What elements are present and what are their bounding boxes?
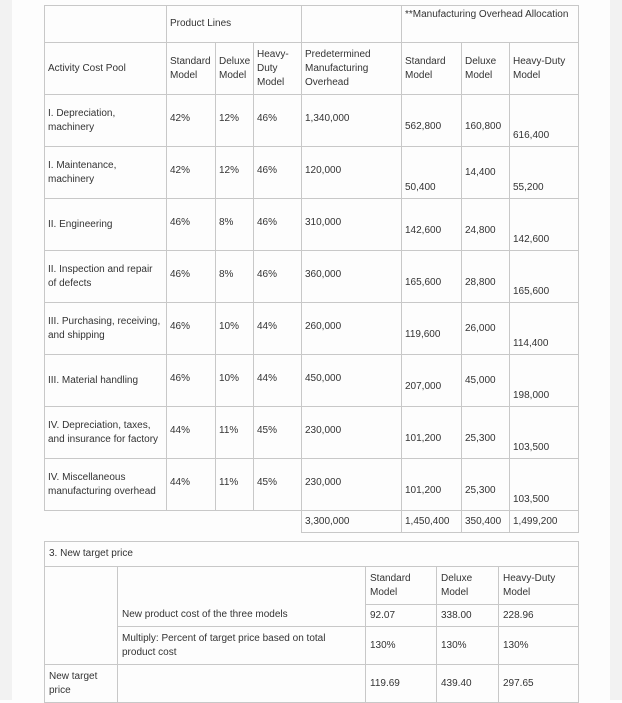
target-price-title: 3. New target price bbox=[45, 542, 579, 567]
cost-deluxe: 338.00 bbox=[437, 605, 499, 627]
alloc-deluxe-header: Deluxe Model bbox=[462, 43, 510, 95]
table-row bbox=[45, 665, 579, 703]
standard-model-header: Standard Model bbox=[366, 567, 437, 605]
target-deluxe: 439.40 bbox=[437, 665, 499, 703]
predetermined-overhead-header: Predetermined Manufacturing Overhead bbox=[302, 43, 402, 95]
mfg-overhead-allocation-header: **Manufacturing Overhead Allocation bbox=[402, 6, 579, 43]
pct-deluxe: 10% bbox=[216, 355, 254, 407]
alloc-standard: 101,200 bbox=[402, 459, 462, 511]
pct-deluxe: 12% bbox=[216, 95, 254, 147]
pct-deluxe: 130% bbox=[437, 627, 499, 665]
blank-cell bbox=[254, 511, 302, 533]
cost-heavy-duty: 228.96 bbox=[499, 605, 579, 627]
blank-cell bbox=[167, 511, 216, 533]
pct-heavy-duty: 44% bbox=[254, 355, 302, 407]
table-row bbox=[45, 459, 579, 511]
predetermined-overhead: 310,000 bbox=[302, 199, 402, 251]
pct-standard: 42% bbox=[167, 147, 216, 199]
pct-standard: 46% bbox=[167, 251, 216, 303]
target-price-header-row bbox=[45, 567, 579, 605]
pct-standard: 42% bbox=[167, 95, 216, 147]
row-label: Multiply: Percent of target price based on total product cost bbox=[118, 627, 366, 665]
pct-standard: 130% bbox=[366, 627, 437, 665]
totals-row bbox=[45, 511, 579, 533]
page-margin-right bbox=[610, 0, 622, 700]
predetermined-overhead: 260,000 bbox=[302, 303, 402, 355]
pct-standard: 46% bbox=[167, 355, 216, 407]
pct-standard: 46% bbox=[167, 303, 216, 355]
table-row bbox=[45, 605, 579, 627]
alloc-standard: 165,600 bbox=[402, 251, 462, 303]
pct-deluxe: 11% bbox=[216, 407, 254, 459]
pct-heavy-duty: 130% bbox=[499, 627, 579, 665]
alloc-standard: 207,000 bbox=[402, 355, 462, 407]
alloc-deluxe: 45,000 bbox=[462, 355, 510, 407]
activity-pool: II. Inspection and repair of defects bbox=[45, 251, 167, 303]
activity-pool: II. Engineering bbox=[45, 199, 167, 251]
alloc-standard: 50,400 bbox=[402, 147, 462, 199]
predetermined-overhead: 360,000 bbox=[302, 251, 402, 303]
alloc-heavy-duty: 114,400 bbox=[510, 303, 579, 355]
pct-heavy-duty: 44% bbox=[254, 303, 302, 355]
alloc-deluxe: 25,300 bbox=[462, 459, 510, 511]
deluxe-model-header: Deluxe Model bbox=[216, 43, 254, 95]
predetermined-overhead: 450,000 bbox=[302, 355, 402, 407]
table-row bbox=[45, 303, 579, 355]
overhead-allocation-table bbox=[44, 5, 579, 533]
table-row bbox=[45, 355, 579, 407]
alloc-heavy-duty: 198,000 bbox=[510, 355, 579, 407]
blank-cell bbox=[45, 567, 118, 605]
alloc-deluxe: 25,300 bbox=[462, 407, 510, 459]
pct-standard: 46% bbox=[167, 199, 216, 251]
pct-heavy-duty: 46% bbox=[254, 147, 302, 199]
alloc-deluxe: 14,400 bbox=[462, 147, 510, 199]
alloc-deluxe: 160,800 bbox=[462, 95, 510, 147]
cost-standard: 92.07 bbox=[366, 605, 437, 627]
total-alloc-standard: 1,450,400 bbox=[402, 511, 462, 533]
empty-header-cell bbox=[302, 6, 402, 43]
activity-pool: I. Maintenance, machinery bbox=[45, 147, 167, 199]
pct-heavy-duty: 46% bbox=[254, 251, 302, 303]
alloc-standard: 142,600 bbox=[402, 199, 462, 251]
alloc-standard: 119,600 bbox=[402, 303, 462, 355]
total-alloc-heavy-duty: 1,499,200 bbox=[510, 511, 579, 533]
predetermined-overhead: 1,340,000 bbox=[302, 95, 402, 147]
predetermined-overhead: 120,000 bbox=[302, 147, 402, 199]
alloc-deluxe: 24,800 bbox=[462, 199, 510, 251]
blank-cell bbox=[216, 511, 254, 533]
alloc-heavy-duty: 55,200 bbox=[510, 147, 579, 199]
activity-pool: III. Material handling bbox=[45, 355, 167, 407]
total-alloc-deluxe: 350,400 bbox=[462, 511, 510, 533]
pct-deluxe: 12% bbox=[216, 147, 254, 199]
alloc-heavy-duty: 103,500 bbox=[510, 407, 579, 459]
alloc-standard: 562,800 bbox=[402, 95, 462, 147]
blank-cell bbox=[45, 605, 118, 627]
pct-standard: 44% bbox=[167, 459, 216, 511]
blank-cell bbox=[45, 627, 118, 665]
activity-pool: III. Purchasing, receiving, and shipping bbox=[45, 303, 167, 355]
pct-deluxe: 10% bbox=[216, 303, 254, 355]
total-predetermined-overhead: 3,300,000 bbox=[302, 511, 402, 533]
pct-deluxe: 11% bbox=[216, 459, 254, 511]
deluxe-model-header: Deluxe Model bbox=[437, 567, 499, 605]
row-label: New product cost of the three models bbox=[118, 605, 366, 627]
new-target-price-table bbox=[44, 541, 579, 703]
alloc-deluxe: 26,000 bbox=[462, 303, 510, 355]
alloc-heavy-duty: 142,600 bbox=[510, 199, 579, 251]
alloc-heavy-duty: 616,400 bbox=[510, 95, 579, 147]
table-row bbox=[45, 251, 579, 303]
blank-cell bbox=[118, 665, 366, 703]
product-lines-header: Product Lines bbox=[167, 6, 302, 43]
pct-heavy-duty: 45% bbox=[254, 459, 302, 511]
target-heavy-duty: 297.65 bbox=[499, 665, 579, 703]
table-row bbox=[45, 627, 579, 665]
pct-standard: 44% bbox=[167, 407, 216, 459]
predetermined-overhead: 230,000 bbox=[302, 459, 402, 511]
activity-cost-pool-header: Activity Cost Pool bbox=[45, 43, 167, 95]
alloc-deluxe: 28,800 bbox=[462, 251, 510, 303]
activity-pool: IV. Miscellaneous manufacturing overhead bbox=[45, 459, 167, 511]
table-row bbox=[45, 95, 579, 147]
predetermined-overhead: 230,000 bbox=[302, 407, 402, 459]
alloc-heavy-duty: 165,600 bbox=[510, 251, 579, 303]
pct-heavy-duty: 45% bbox=[254, 407, 302, 459]
table-row bbox=[45, 407, 579, 459]
alloc-standard: 101,200 bbox=[402, 407, 462, 459]
pct-heavy-duty: 46% bbox=[254, 95, 302, 147]
alloc-heavy-duty-header: Heavy-Duty Model bbox=[510, 43, 579, 95]
pct-heavy-duty: 46% bbox=[254, 199, 302, 251]
alloc-standard-header: Standard Model bbox=[402, 43, 462, 95]
pct-deluxe: 8% bbox=[216, 251, 254, 303]
blank-cell bbox=[45, 511, 167, 533]
activity-pool: I. Depreciation, machinery bbox=[45, 95, 167, 147]
target-price-title-row bbox=[45, 542, 579, 567]
corner-cell bbox=[45, 6, 167, 43]
alloc-heavy-duty: 103,500 bbox=[510, 459, 579, 511]
table-row bbox=[45, 147, 579, 199]
page-margin-left bbox=[0, 0, 12, 700]
pct-deluxe: 8% bbox=[216, 199, 254, 251]
activity-pool: IV. Depreciation, taxes, and insurance for factory bbox=[45, 407, 167, 459]
target-standard: 119.69 bbox=[366, 665, 437, 703]
heavy-duty-model-header: Heavy-Duty Model bbox=[499, 567, 579, 605]
heavy-duty-model-header: Heavy-Duty Model bbox=[254, 43, 302, 95]
standard-model-header: Standard Model bbox=[167, 43, 216, 95]
blank-cell bbox=[118, 567, 366, 605]
row-label: New target price bbox=[45, 665, 118, 703]
table-row bbox=[45, 199, 579, 251]
